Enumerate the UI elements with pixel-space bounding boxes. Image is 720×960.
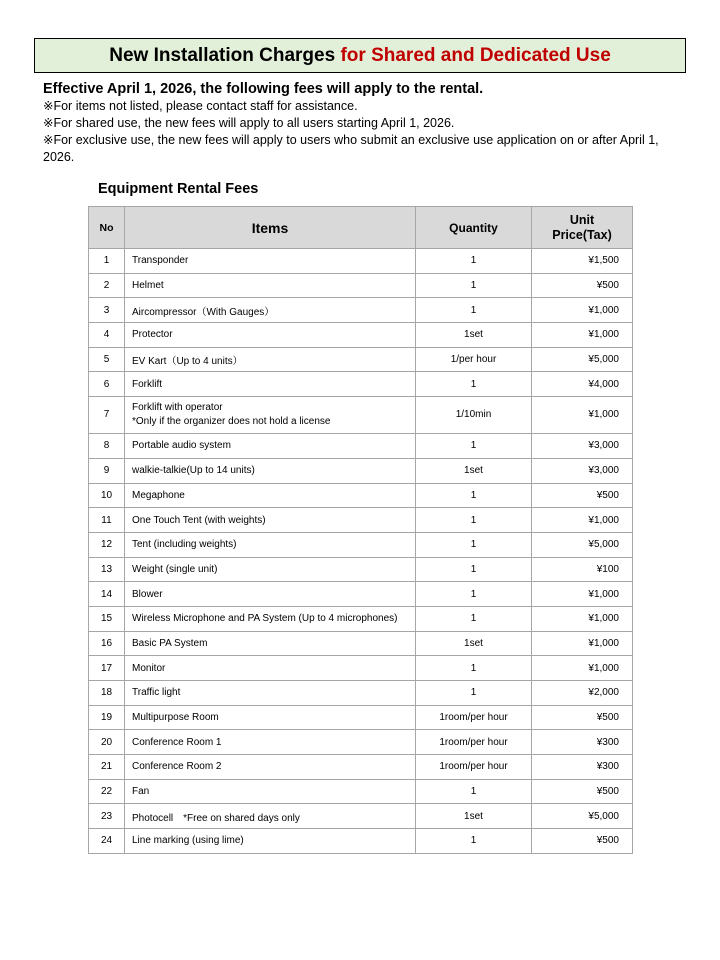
cell-item: Photocell *Free on shared days only — [125, 804, 416, 829]
cell-quantity: 1room/per hour — [416, 730, 532, 755]
cell-item: Conference Room 2 — [125, 755, 416, 780]
table-row — [89, 557, 633, 582]
cell-item: Line marking (using lime) — [125, 829, 416, 854]
cell-quantity: 1 — [416, 434, 532, 459]
cell-no: 14 — [89, 582, 125, 607]
cell-item: Transponder — [125, 249, 416, 274]
cell-no: 8 — [89, 434, 125, 459]
title-text-red: for Shared and Dedicated Use — [340, 45, 611, 66]
cell-item: Monitor — [125, 656, 416, 681]
cell-item: Aircompressor（With Gauges） — [125, 298, 416, 323]
cell-quantity: 1 — [416, 532, 532, 557]
table-row — [89, 508, 633, 533]
cell-item — [125, 397, 416, 434]
cell-item: Conference Room 1 — [125, 730, 416, 755]
table-row — [89, 397, 633, 434]
cell-no: 3 — [89, 298, 125, 323]
cell-quantity: 1 — [416, 273, 532, 298]
table-header-row — [89, 207, 633, 249]
cell-quantity: 1 — [416, 681, 532, 706]
intro-note: ※For shared use, the new fees will apply to all users starting April 1, 2026. — [43, 116, 455, 130]
table-row — [89, 372, 633, 397]
cell-price: ¥500 — [532, 483, 633, 508]
cell-price: ¥3,000 — [532, 434, 633, 459]
table-row — [89, 829, 633, 854]
cell-no: 9 — [89, 458, 125, 483]
cell-no: 19 — [89, 705, 125, 730]
cell-quantity: 1set — [416, 631, 532, 656]
cell-no: 16 — [89, 631, 125, 656]
table-row — [89, 730, 633, 755]
table-row — [89, 606, 633, 631]
header-price-line2: Price(Tax) — [552, 227, 612, 242]
table-row — [89, 298, 633, 323]
cell-no: 5 — [89, 347, 125, 372]
cell-item: One Touch Tent (with weights) — [125, 508, 416, 533]
cell-item: Wireless Microphone and PA System (Up to 4 microphones) — [125, 606, 416, 631]
cell-price: ¥5,000 — [532, 532, 633, 557]
cell-quantity: 1set — [416, 323, 532, 348]
title-text-black: New Installation Charges — [109, 45, 341, 66]
cell-no: 24 — [89, 829, 125, 854]
table-row — [89, 631, 633, 656]
cell-price: ¥1,000 — [532, 631, 633, 656]
cell-item: EV Kart（Up to 4 units） — [125, 347, 416, 372]
cell-item: Fan — [125, 779, 416, 804]
cell-quantity: 1 — [416, 249, 532, 274]
cell-price: ¥2,000 — [532, 681, 633, 706]
header-quantity: Quantity — [416, 207, 532, 249]
cell-price: ¥1,000 — [532, 323, 633, 348]
cell-quantity: 1 — [416, 508, 532, 533]
cell-no: 12 — [89, 532, 125, 557]
cell-item: Protector — [125, 323, 416, 348]
cell-price: ¥1,000 — [532, 582, 633, 607]
cell-price: ¥3,000 — [532, 458, 633, 483]
cell-no: 2 — [89, 273, 125, 298]
cell-item-text: Forklift with operator — [132, 402, 223, 414]
header-price-line1: Unit — [569, 212, 595, 227]
cell-no: 11 — [89, 508, 125, 533]
cell-no: 10 — [89, 483, 125, 508]
cell-price: ¥300 — [532, 730, 633, 755]
cell-item: Blower — [125, 582, 416, 607]
cell-item: Megaphone — [125, 483, 416, 508]
table-row — [89, 681, 633, 706]
cell-price: ¥500 — [532, 705, 633, 730]
cell-item: Basic PA System — [125, 631, 416, 656]
table-row — [89, 582, 633, 607]
cell-quantity: 1room/per hour — [416, 755, 532, 780]
cell-item: Helmet — [125, 273, 416, 298]
intro-section — [43, 80, 663, 166]
cell-price: ¥500 — [532, 779, 633, 804]
cell-quantity: 1 — [416, 557, 532, 582]
cell-no: 20 — [89, 730, 125, 755]
cell-item: Weight (single unit) — [125, 557, 416, 582]
table-row — [89, 458, 633, 483]
cell-no: 13 — [89, 557, 125, 582]
cell-quantity: 1 — [416, 829, 532, 854]
cell-quantity: 1set — [416, 458, 532, 483]
table-row — [89, 483, 633, 508]
cell-price: ¥1,000 — [532, 606, 633, 631]
cell-item: Multipurpose Room — [125, 705, 416, 730]
table-row — [89, 779, 633, 804]
table-row — [89, 249, 633, 274]
cell-price: ¥1,500 — [532, 249, 633, 274]
intro-note: ※For items not listed, please contact staff for assistance. — [43, 99, 358, 113]
cell-no: 18 — [89, 681, 125, 706]
rental-fees-table — [88, 206, 633, 854]
section-title: Equipment Rental Fees — [98, 181, 259, 197]
cell-quantity: 1 — [416, 656, 532, 681]
cell-item: walkie-talkie(Up to 14 units) — [125, 458, 416, 483]
cell-price: ¥5,000 — [532, 804, 633, 829]
cell-quantity: 1 — [416, 582, 532, 607]
cell-price: ¥500 — [532, 273, 633, 298]
table-row — [89, 705, 633, 730]
cell-no: 21 — [89, 755, 125, 780]
cell-no: 4 — [89, 323, 125, 348]
cell-item: Portable audio system — [125, 434, 416, 459]
cell-no: 6 — [89, 372, 125, 397]
cell-quantity: 1 — [416, 298, 532, 323]
intro-lead: Effective April 1, 2026, the following fees will apply to the rental. — [43, 81, 484, 97]
cell-quantity: 1 — [416, 779, 532, 804]
cell-quantity: 1/per hour — [416, 347, 532, 372]
cell-quantity: 1 — [416, 372, 532, 397]
cell-price: ¥5,000 — [532, 347, 633, 372]
cell-quantity: 1/10min — [416, 397, 532, 434]
cell-price: ¥1,000 — [532, 508, 633, 533]
header-items: Items — [125, 207, 416, 249]
cell-price: ¥300 — [532, 755, 633, 780]
cell-no: 1 — [89, 249, 125, 274]
cell-no: 15 — [89, 606, 125, 631]
header-no: No — [89, 207, 125, 249]
cell-no: 23 — [89, 804, 125, 829]
cell-quantity: 1set — [416, 804, 532, 829]
table-row — [89, 755, 633, 780]
cell-item: Forklift — [125, 372, 416, 397]
table-row — [89, 273, 633, 298]
table-row — [89, 434, 633, 459]
cell-price: ¥100 — [532, 557, 633, 582]
cell-price: ¥1,000 — [532, 397, 633, 434]
intro-note: ※For exclusive use, the new fees will apply to users who submit an exclusive use application on or after April 1, 2026. — [43, 133, 659, 164]
cell-price: ¥1,000 — [532, 656, 633, 681]
cell-item: Tent (including weights) — [125, 532, 416, 557]
table-row — [89, 532, 633, 557]
cell-price: ¥500 — [532, 829, 633, 854]
table-row — [89, 347, 633, 372]
cell-quantity: 1 — [416, 606, 532, 631]
cell-no: 22 — [89, 779, 125, 804]
cell-no: 7 — [89, 397, 125, 434]
cell-no: 17 — [89, 656, 125, 681]
cell-price: ¥4,000 — [532, 372, 633, 397]
table-row — [89, 323, 633, 348]
table-row — [89, 804, 633, 829]
cell-item: Traffic light — [125, 681, 416, 706]
cell-item-note: *Only if the organizer does not hold a license — [132, 416, 331, 428]
cell-quantity: 1room/per hour — [416, 705, 532, 730]
table-row — [89, 656, 633, 681]
header-unit-price — [532, 207, 633, 249]
cell-price: ¥1,000 — [532, 298, 633, 323]
page-title — [34, 38, 686, 73]
cell-quantity: 1 — [416, 483, 532, 508]
